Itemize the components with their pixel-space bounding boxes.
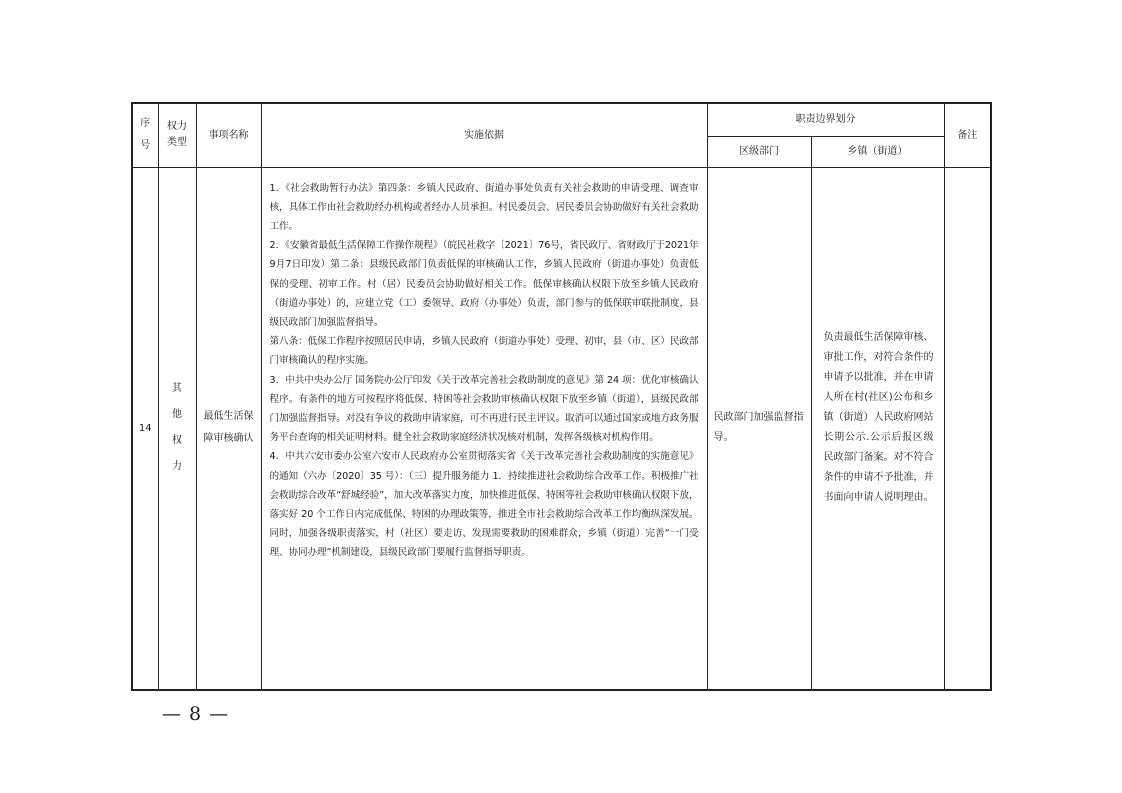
- basis-item-3: 第八条：低保工作程序按照居民申请，乡镇人民政府（街道办事处）受理、初审，县（市、区）民政部门审核确认的程序实施。: [269, 336, 699, 367]
- row-no: 14: [132, 167, 158, 690]
- header-basis: 实施依据: [261, 103, 707, 167]
- header-name: 事项名称: [196, 103, 261, 167]
- header-township: 乡镇（街道）: [811, 136, 944, 167]
- row-district: 民政部门加强监督指导。: [707, 167, 811, 690]
- table-row: [132, 167, 991, 690]
- header-type: 权力类型: [158, 103, 196, 167]
- header-no: 序号: [132, 103, 158, 167]
- basis-item-5: 4．中共六安市委办公室六安市人民政府办公室贯彻落实省《关于改革完善社会救助制度的实施意见》的通知（六办〔2020〕35 号）：（三）提升服务能力 1．持续推进社会救助综合改革工作。积极推广社会救助综合改革“舒城经验”，加大改革落实力度，加快推进低保、特困等社会救助审核确认权限下放，落实好 20 个工作日内完成低保、特困的办理政策等，推进全市社会救助综合改革工作均衡纵深发展。同时，加强各级职责落实，村（社区）要走访、发现需要救助的困难群众，乡镇（街道）完善“一门受理、协同办理”机制建设，县级民政部门要履行监督指导职责。: [269, 451, 699, 559]
- page-number: — 8 —: [162, 703, 230, 725]
- row-name: 最低生活保障审核确认: [196, 167, 261, 690]
- row-basis: [261, 167, 707, 690]
- basis-item-2: 2．《安徽省最低生活保障工作操作规程》（皖民社救字〔2021〕76号，省民政厅、省财政厅于2021年9月7日印发）第二条：县级民政部门负责低保的审核确认工作，乡镇人民政府（街道办事处）负责低保的受理、初审工作。村（居）民委员会协助做好相关工作。低保审核确认权限下放至乡镇人民政府（街道办事处）的，应建立党（工）委领导、政府（办事处）负责，部门参与的低保联审联批制度，县级民政部门加强监督指导。: [269, 240, 699, 328]
- row-township: 负责最低生活保障审核、审批工作，对符合条件的申请予以批准，并在申请人所在村(社区)公布和乡镇（街道）人民政府网站长期公示.公示后报区级民政部门备案。对不符合条件的申请不予批准，并书面向申请人说明理由。: [811, 167, 944, 690]
- basis-item-4: 3．中共中央办公厅 国务院办公厅印发《关于改革完善社会救助制度的意见》第 24 项：优化审核确认程序。有条件的地方可按程序将低保、特困等社会救助审核确认权限下放至乡镇（街道），县级民政部门加强监督指导。对没有争议的救助申请家庭，可不再进行民主评议。取消可以通过国家或地方政务服务平台查询的相关证明材料。健全社会救助家庭经济状况核对机制，发挥各级核对机构作用。: [269, 374, 699, 444]
- power-list-table: [131, 102, 992, 691]
- row-note: [944, 167, 991, 690]
- basis-item-1: 1．《社会救助暂行办法》第四条：乡镇人民政府、街道办事处负责有关社会救助的申请受理、调查审核，具体工作由社会救助经办机构或者经办人员承担。村民委员会、居民委员会协助做好有关社会救助工作。: [269, 182, 699, 232]
- header-district: 区级部门: [707, 136, 811, 167]
- header-division: 职责边界划分: [707, 103, 944, 136]
- row-type: 其他权力: [158, 167, 196, 690]
- header-row-1: [132, 103, 991, 136]
- header-note: 备注: [944, 103, 991, 167]
